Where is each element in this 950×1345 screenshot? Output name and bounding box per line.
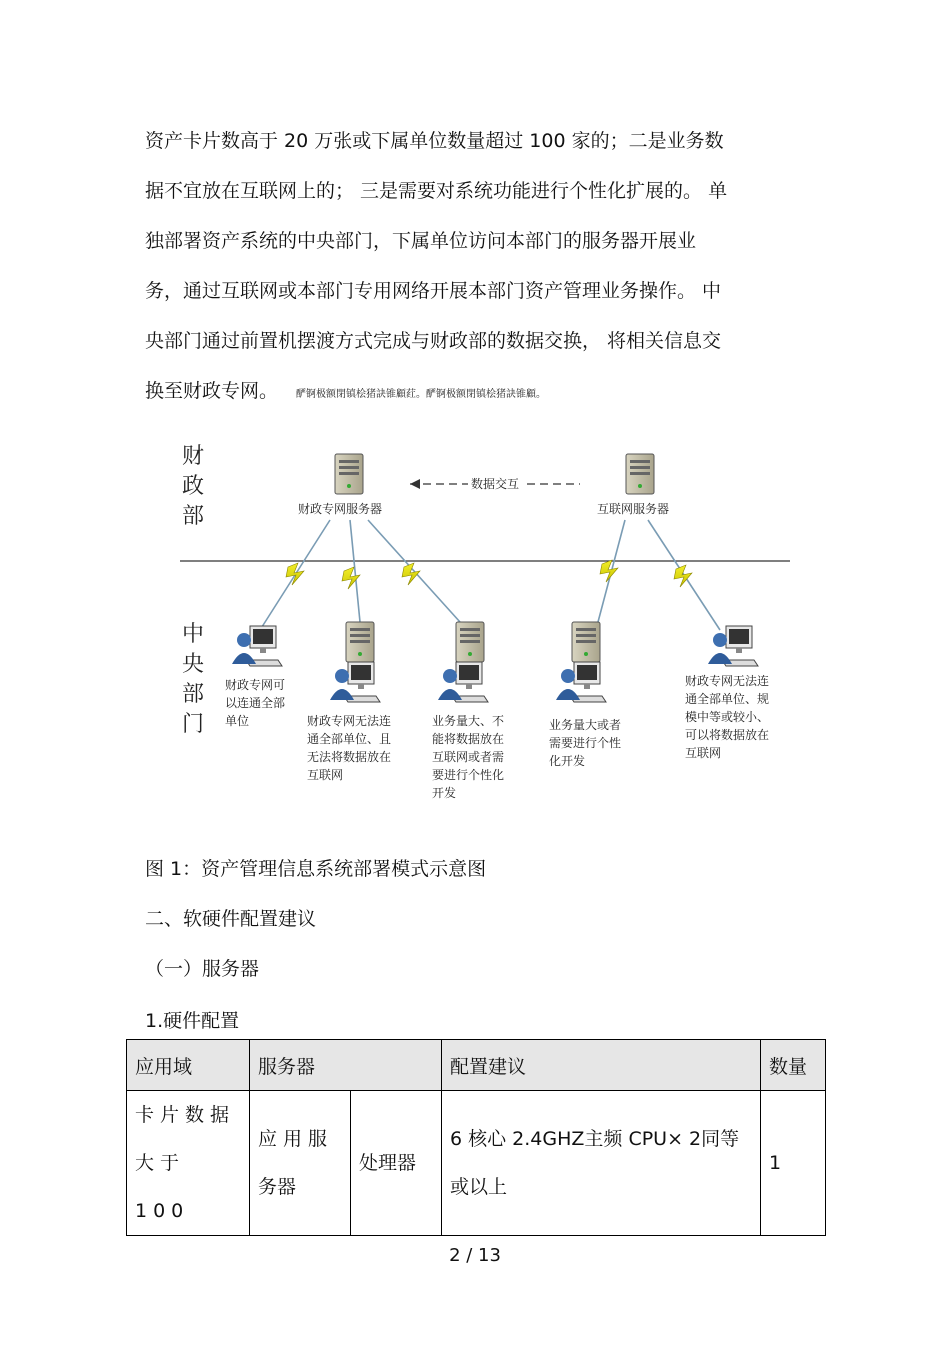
- bolt-icon: [600, 560, 618, 582]
- user-computer-icon: [556, 662, 606, 702]
- department-server-icon: [456, 622, 484, 662]
- paragraph-line: 独部署资产系统的中央部门，下属单位访问本部门的服务器开展业: [145, 230, 697, 252]
- client-label-4: 业务量大或者 需要进行个性 化开发: [549, 718, 622, 768]
- header-cell: 配置建议: [442, 1040, 761, 1091]
- department-server-icon: [346, 622, 374, 662]
- paragraph-line-last: [145, 366, 546, 420]
- paragraph-line: 换至财政专网。: [145, 380, 279, 402]
- department-server-icon: [572, 622, 600, 662]
- table-header-row: [127, 1040, 826, 1091]
- paragraph-line: 务，通过互联网或本部门专用网络开展本部门资产管理业务操作。 中: [145, 280, 722, 302]
- header-cell: 服务器: [250, 1040, 442, 1091]
- paragraph-line: 据不宜放在互联网上的； 三是需要对系统功能进行个性化扩展的。 单: [145, 180, 728, 202]
- paragraph-line: 央部门通过前置机摆渡方式完成与财政部的数据交换， 将相关信息交: [145, 330, 722, 352]
- section-title: 二、软硬件配置建议: [145, 908, 317, 930]
- garbled-text: 酽锕极额閉镇桧猪訣锥顧荭。酽锕极额閉镇桧猪訣锥顧。: [296, 389, 547, 400]
- header-cell: 数量: [761, 1040, 826, 1091]
- table-cell-config: 6 核心 2.4GHZ主频 CPU× 2同等 或以上: [442, 1091, 761, 1236]
- finance-server-icon: [335, 454, 363, 494]
- user-computer-icon: [330, 662, 380, 702]
- finance-server-label: 财政专网服务器: [298, 502, 383, 516]
- user-computer-icon: [708, 626, 758, 666]
- client-label-1: 财政专网可 以连通全部 单位: [225, 678, 286, 728]
- client-label-3: 业务量大、不 能将数据放在 互联网或者需 要进行个性化 开发: [432, 714, 505, 800]
- arrow-head: [410, 479, 420, 489]
- internet-server-icon: [626, 454, 654, 494]
- table-cell-domain: 卡片数据 大于 100: [127, 1091, 250, 1236]
- paragraph-line: 资产卡片数高于 20 万张或下属单位数量超过 100 家的；二是业务数: [145, 130, 724, 152]
- bolt-icon: [342, 567, 360, 589]
- subsection-title: （一）服务器: [145, 958, 260, 980]
- client-label-2: 财政专网无法连 通全部单位、且 无法将数据放在 互联网: [307, 714, 392, 782]
- figure-caption: 图 1：资产管理信息系统部署模式示意图: [145, 858, 487, 880]
- table-cell-quantity: 1: [761, 1091, 826, 1236]
- deployment-diagram: [170, 440, 800, 820]
- central-department-label: 中 央 部 门: [181, 622, 204, 737]
- page-number: 2 / 13: [449, 1245, 501, 1266]
- finance-ministry-label: 财 政 部: [181, 444, 204, 529]
- header-cell: 应用域: [127, 1040, 250, 1091]
- data-exchange-label: 数据交互: [468, 475, 522, 493]
- client-label-5: 财政专网无法连 通全部单位、规 模中等或较小、 可以将数据放在 互联网: [685, 674, 770, 760]
- internet-server-label: 互联网服务器: [597, 502, 670, 516]
- table-cell-server: 应用服 务器: [250, 1091, 351, 1236]
- table-row: [127, 1091, 826, 1236]
- bolt-icon: [402, 563, 420, 585]
- subsubsection-title: 1.硬件配置: [145, 1010, 240, 1032]
- user-computer-icon: [232, 626, 282, 666]
- connection-lines: [260, 520, 720, 630]
- hardware-config-table: [126, 1039, 826, 1236]
- table-cell-component: 处理器: [351, 1091, 442, 1236]
- user-computer-icon: [438, 662, 488, 702]
